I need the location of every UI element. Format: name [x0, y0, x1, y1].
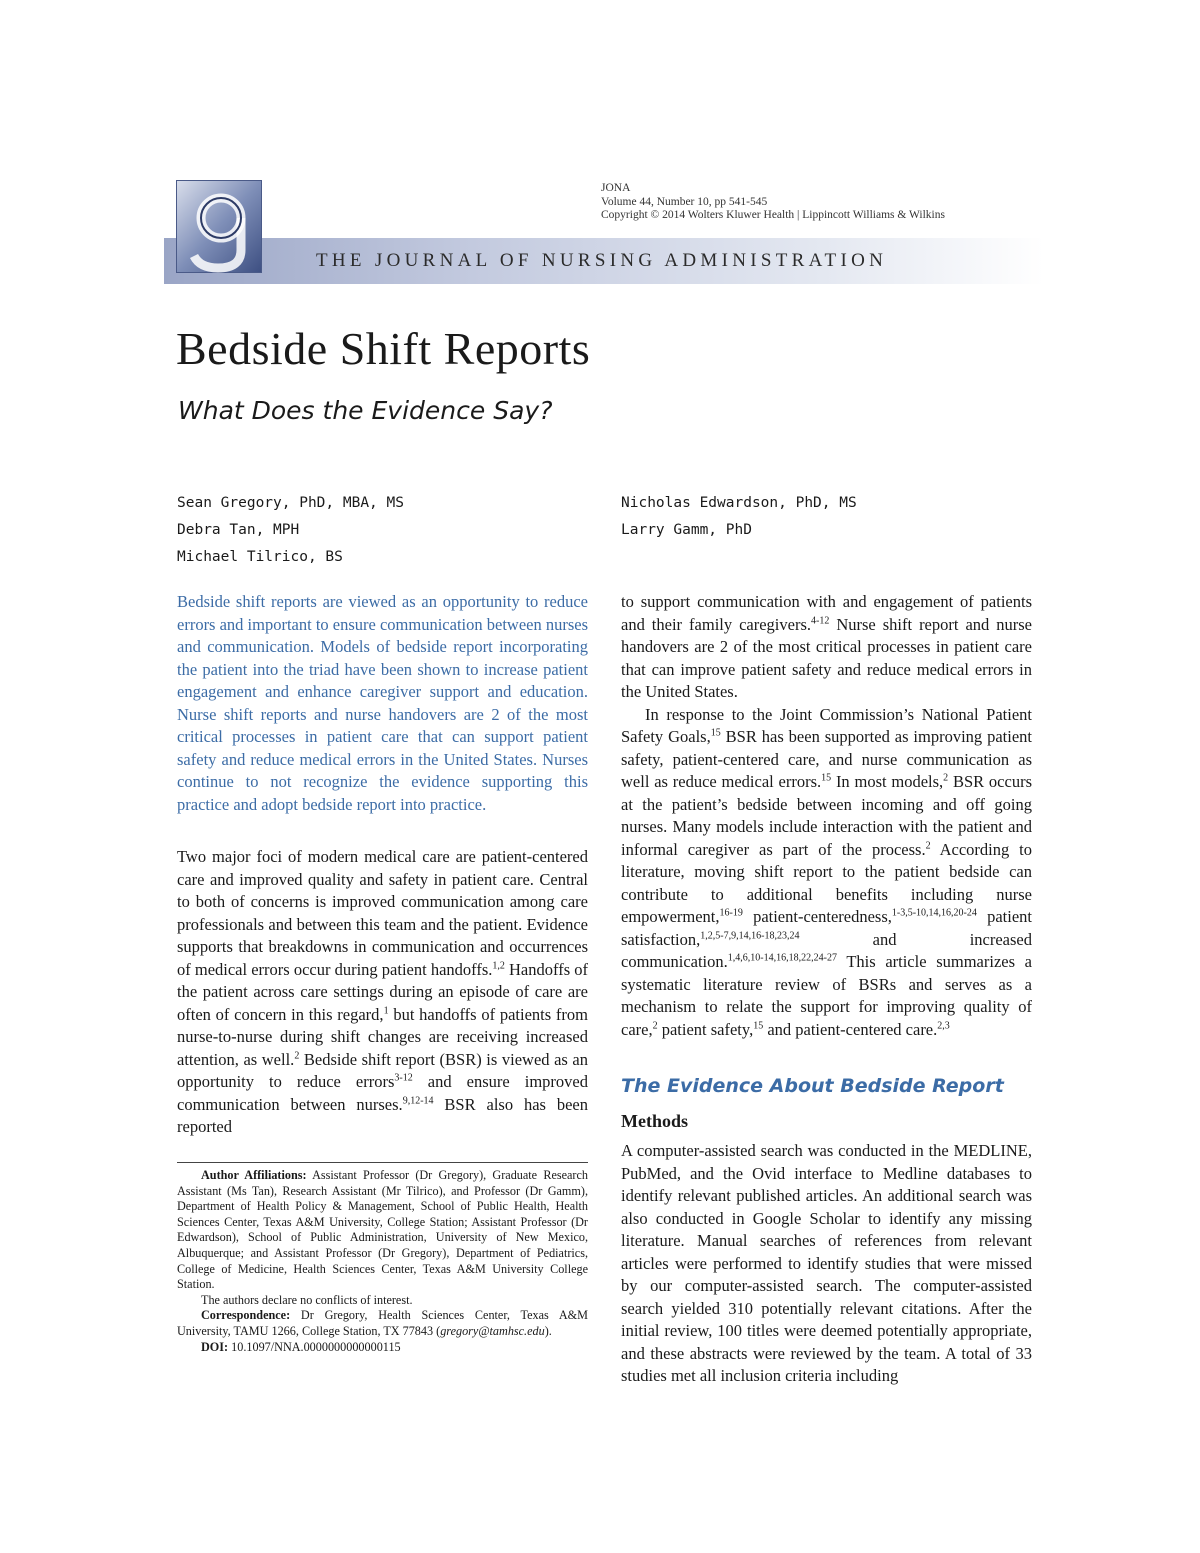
journal-info [601, 182, 945, 223]
journal-short-name: JONA [601, 182, 631, 194]
intro-paragraph: Two major foci of modern medical care are patient-centered care and improved quality and safety in patient care. Central to both of concerns is improved communication among care professionals and between this team and the patient. Evidence supports that breakdowns in communication and occurrences of medical errors occur during patient handoffs.$^{1,2}$ Handoffs of the patient across care settings during an episode of care are often of concern in this regard,$^1$ but handoffs of patients from nurse-to-nurse during shift changes are receiving increased attention, as well.$^2$ Bedside shift report (BSR) is viewed as an opportunity to reduce errors$^{3-12}$ and ensure improved communication between nurses.$^{9,12-14}$ BSR also has been reported [177, 847, 588, 1136]
abstract: Bedside shift reports are viewed as an opportunity to reduce errors and important to ensure communication between nurses and communication. Models of bedside report incorporating the patient into the triad have been shown to increase patient engagement and enhance caregiver support and education. Nurse shift reports and nurse handovers are 2 of the most critical processes in patient care that can support patient safety and reduce medical errors in the United States. Nurses continue to not recognize the evidence supporting this practice and adopt bedside report into practice. [177, 592, 589, 814]
author-name: Michael Tilrico, BS [177, 549, 343, 565]
author-list-right [621, 490, 857, 544]
copyright-line: Copyright © 2014 Wolters Kluwer Health | Lippincott Williams & Wilkins [601, 209, 945, 221]
citation: 2 [294, 1050, 300, 1061]
citation: 3-12 [394, 1072, 413, 1084]
author-name: Larry Gamm, PhD [621, 522, 752, 538]
author-name: Nicholas Edwardson, PhD, MS [621, 495, 857, 511]
paragraph: In response to the Joint Commission’s National Patient Safety Goals,$^{15}$ BSR has been supported as improving patient safety, patient-centered care, and nurse communication as well as reduce medical errors.$^{15}$ In most models,$^2$ BSR occurs at the patient’s bedside between incoming and off going nurses. Many models include interaction with the patient and informal caregiver as part of the process.$^2$ According to literature, moving shift report to the patient bedside can contribute to additional benefits including nurse empowerment,$^{16-19}$ patient-centeredness,$^{1-3,5-10,14,16,20-24}$ patient satisfaction,$^{1,2,5-7,9,14,16-18,23,24}$ and increased communication.$^{1,4,6,10-14,16,18,22,24-27}$ This article summarizes a systematic literature review of BSRs and serves as a mechanism to relate the support for improving quality of care,$^2$ patient safety,$^{15}$ and patient-centered care.$^{2,3}$ [621, 704, 1033, 1039]
jona-logo-icon [176, 180, 262, 273]
volume-line: Volume 44, Number 10, pp 541-545 [601, 195, 768, 208]
footnote-divider [177, 1162, 588, 1163]
doi: DOI: 10.1097/NNA.0000000000000115 [201, 1339, 401, 1354]
citation: 9,12-14 [402, 1095, 434, 1106]
section-heading: The Evidence About Bedside Report [621, 1075, 1004, 1097]
article-title: Bedside Shift Reports [176, 323, 591, 374]
conflict-statement: The authors declare no conflicts of interest. [201, 1292, 413, 1307]
paragraph: to support communication with and engagement of patients and their family caregivers.$^{4-12}$ Nurse shift report and nurse handovers are 2 of the most critical processes in patient care that can improve patient safety and reduce medical errors in the United States. [621, 592, 1032, 701]
author-list-left [177, 490, 404, 571]
email-link[interactable]: gregory@tamhsc.edu [440, 1323, 545, 1338]
article-subtitle: What Does the Evidence Say? [178, 396, 553, 425]
journal-banner-title: THE JOURNAL OF NURSING ADMINISTRATION [316, 250, 888, 271]
correspondence: Correspondence: Dr Gregory, Health Sciences Center, Texas A&M University, TAMU 1266, College Station, TX 77843 (gregory@tamhsc.edu). [177, 1308, 588, 1338]
citation: 1 [383, 1005, 389, 1016]
methods-paragraph: A computer-assisted search was conducted in the MEDLINE, PubMed, and the Ovid interface to Medline databases to identify relevant published articles. An additional search was also conducted in Google Scholar to identify any missing literature. Manual searches of references from relevant articles were performed to identify studies that were missed by our computer-assisted search. The computer-assisted search yielded 310 potentially relevant citations. After the initial review, 100 titles were deemed potentially appropriate, and these abstracts were reviewed by the team. A total of 33 studies met all inclusion criteria including [621, 1141, 1032, 1385]
footnotes [177, 1168, 588, 1355]
citation: 1,2 [492, 960, 505, 971]
subsection-heading: Methods [621, 1111, 688, 1131]
intro-continued [621, 591, 1032, 1041]
author-affiliations: Author Affiliations: Assistant Professor (Dr Gregory), Graduate Research Assistant (Ms Tan), Research Assistant (Mr Tilrico), and Professor (Dr Gamm), Department of Health Policy & Management, School of Public Health, Health Sciences Center, Texas A&M University, College Station; Assistant Professor (Dr Edwardson), School of Public Administration, University of New Mexico, Albuquerque; and Assistant Professor (Dr Gregory), Department of Pediatrics, College of Medicine, Health Sciences Center, Texas A&M University College Station. [177, 1168, 588, 1292]
author-name: Debra Tan, MPH [177, 522, 300, 538]
author-name: Sean Gregory, PhD, MBA, MS [177, 495, 404, 511]
